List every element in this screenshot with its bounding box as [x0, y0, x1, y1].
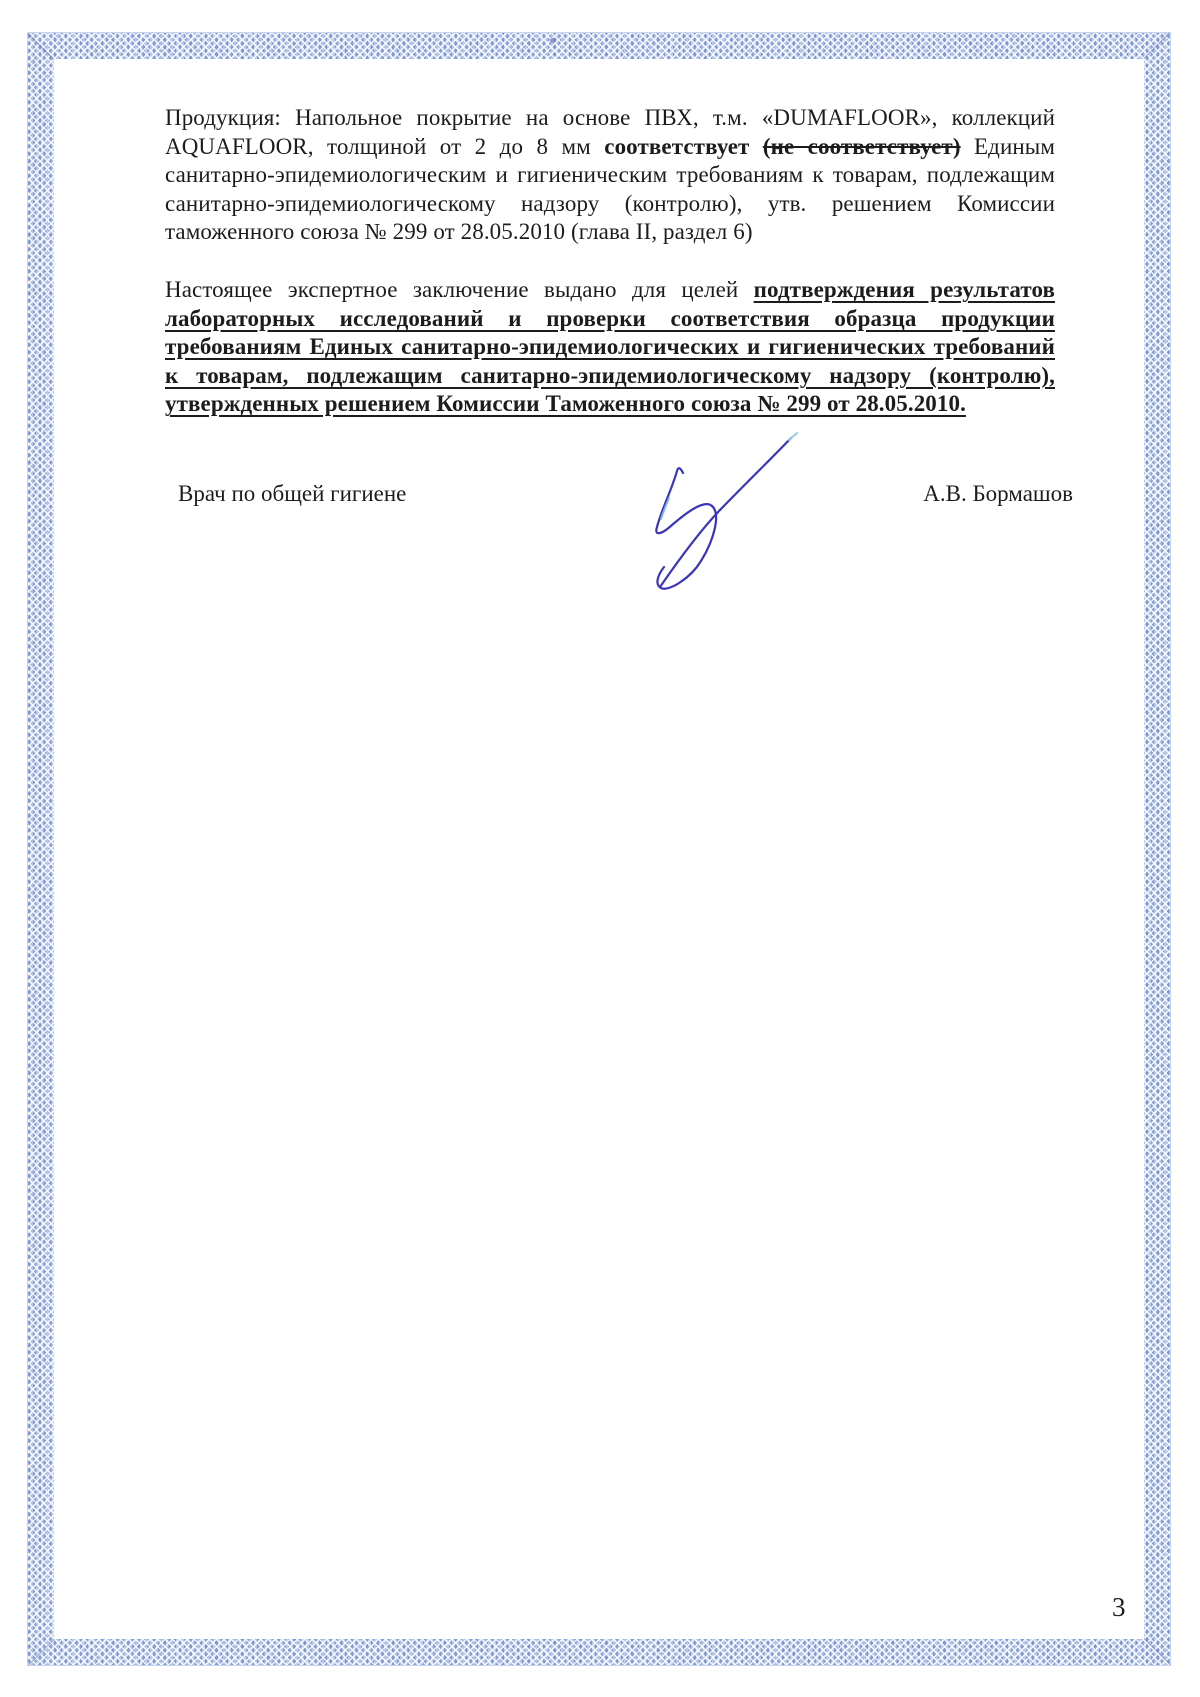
not-conforms-struck-text: (не соответствует) [762, 133, 961, 159]
border-fleck [550, 38, 556, 43]
signature-stroke-light [789, 433, 797, 440]
signature-stroke [660, 438, 791, 587]
conclusion-underlined-text: подтверждения результатов лабораторных исследований и проверки соответствия образца продукции требованиям Единых санитарно-эпидемиологических и гигиенических требований к товарам, подлежащим санитарно-эпидемиологическому надзору (контролю), утвержденных решением Комиссии Таможенного союза № 299 от 28.05.2010. [165, 277, 1055, 417]
conforms-text: соответствует [604, 133, 763, 159]
handwritten-signature [635, 425, 805, 600]
signature-name: А.В. Бормашов [923, 481, 1073, 506]
product-paragraph [165, 104, 1055, 247]
conclusion-paragraph [165, 276, 1055, 419]
product-text-tail: Единым санитарно-эпидемиологическим и гигиеническим требованиям к товарам, подлежащим санитарно-эпидемиологическому надзору (контролю), утв. решением Комиссии таможенного союза № 299 от 28.05.2010 (глава II, раздел 6) [165, 133, 1056, 245]
page-number: 3 [1112, 1592, 1126, 1622]
signature-role-label: Врач по общей гигиене [178, 481, 407, 506]
signature-row [178, 480, 1073, 509]
product-text-lead: Продукция: Напольное покрытие на основе ПВХ, т.м. «DUMAFLOOR», коллекций AQUAFLOOR, толщиной от 2 до 8 мм [165, 105, 1055, 159]
conclusion-text-lead: Настоящее экспертное заключение выдано для целей [165, 277, 754, 302]
signature-stroke [656, 468, 712, 533]
